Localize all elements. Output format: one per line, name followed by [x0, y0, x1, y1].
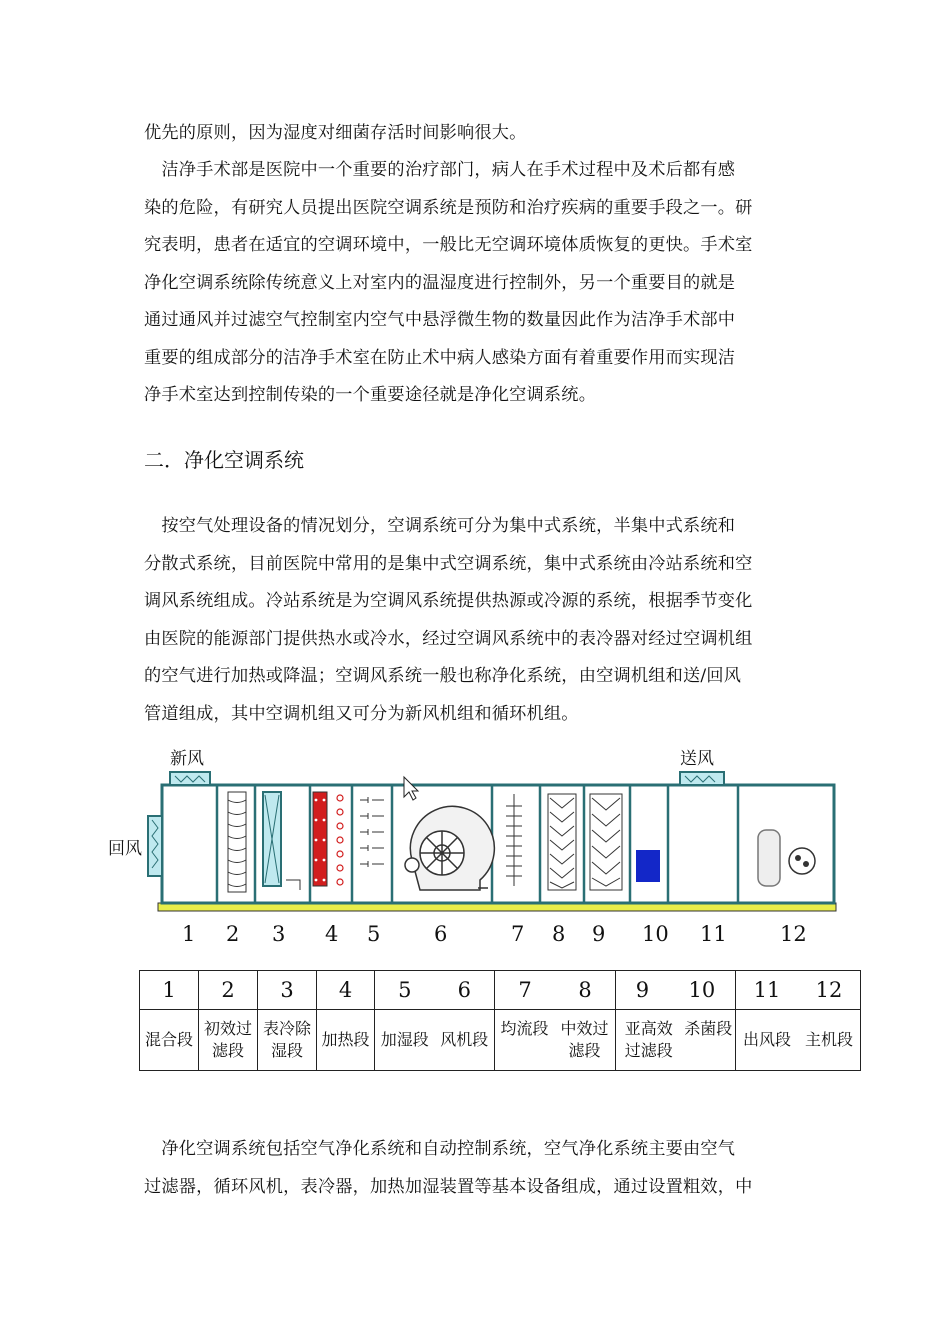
table-cell: 初效过滤段 [199, 1010, 258, 1071]
table-cell: 均流段 中效过滤段 [495, 1010, 616, 1071]
table-cell: 4 [317, 971, 375, 1010]
section-number: 10 [642, 922, 669, 946]
section-number: 4 [325, 922, 339, 946]
text-line: 染的危险，有研究人员提出医院空调系统是预防和治疗疾病的重要手段之一。研 [144, 197, 753, 218]
return-air-inlet [148, 816, 162, 876]
table-cell: 亚高效过滤段 杀菌段 [616, 1010, 736, 1071]
section-number: 1 [182, 922, 196, 946]
table-cell: 混合段 [140, 1010, 199, 1071]
section-heading: 二．净化空调系统 [144, 448, 304, 472]
table-cell: 11 12 [736, 971, 861, 1010]
table-cell: 加热段 [317, 1010, 375, 1071]
text-line: 优先的原则，因为湿度对细菌存活时间影响很大。 [144, 123, 527, 143]
text-line: 过滤器，循环风机，表冷器，加热加湿装置等基本设备组成，通过设置粗效，中 [144, 1176, 753, 1197]
section-number: 6 [434, 922, 448, 946]
text-line: 管道组成，其中空调机组又可分为新风机组和循环机组。 [144, 703, 579, 724]
table-row [140, 1010, 861, 1071]
supply-air-outlet [680, 772, 724, 785]
section-number: 3 [272, 922, 286, 946]
paragraph-system [144, 508, 810, 733]
table-cell: 表冷除湿段 [258, 1010, 317, 1071]
table-cell: 7 8 [495, 971, 616, 1010]
segment-table [139, 970, 861, 1071]
paragraph-top [144, 115, 810, 153]
table-cell: 2 [199, 971, 258, 1010]
text-line: 通过通风并过滤空气控制室内空气中悬浮微生物的数量因此作为洁净手术部中 [144, 310, 736, 330]
return-air-label: 回风 [108, 839, 142, 859]
table-row [140, 971, 861, 1010]
text-line: 究表明，患者在适宜的空调环境中，一般比无空调环境体质恢复的更快。手术室 [144, 235, 753, 255]
text-line: 按空气处理设备的情况划分，空调系统可分为集中式系统，半集中式系统和 [144, 516, 736, 536]
section-number: 11 [700, 922, 727, 946]
section-number: 5 [367, 922, 381, 946]
table-cell: 加湿段 风机段 [375, 1010, 495, 1071]
text-line: 洁净手术部是医院中一个重要的治疗部门，病人在手术过程中及术后都有感 [144, 160, 736, 180]
supply-air-label: 送风 [680, 749, 714, 769]
section-number: 9 [592, 922, 606, 946]
text-line: 调风系统组成。冷站系统是为空调风系统提供热源或冷源的系统，根据季节变化 [144, 591, 753, 611]
table-cell: 5 6 [375, 971, 495, 1010]
section-number: 7 [511, 922, 525, 946]
ahu-drawing [100, 740, 860, 960]
text-line: 净手术室达到控制传染的一个重要途径就是净化空调系统。 [144, 385, 597, 405]
table-cell: 1 [140, 971, 199, 1010]
text-line: 重要的组成部分的洁净手术室在防止术中病人感染方面有着重要作用而实现洁 [144, 347, 736, 368]
text-line: 净化空调系统除传统意义上对室内的温湿度进行控制外，另一个重要目的就是 [144, 272, 736, 293]
section-number: 2 [226, 922, 240, 946]
table-cell: 3 [258, 971, 317, 1010]
section-number: 12 [780, 922, 807, 946]
table-cell: 出风段 主机段 [736, 1010, 861, 1071]
sterilizer-lamp [636, 850, 660, 882]
text-line: 的空气进行加热或降温；空调风系统一般也称净化系统，由空调机组和送/回风 [144, 666, 742, 686]
section-number: 8 [552, 922, 566, 946]
text-line: 净化空调系统包括空气净化系统和自动控制系统，空气净化系统主要由空气 [144, 1139, 736, 1159]
text-line: 由医院的能源部门提供热水或冷水，经过空调风系统中的表冷器对经过空调机组 [144, 628, 753, 649]
ahu-diagram [100, 740, 860, 960]
paragraph-bottom [144, 1131, 810, 1206]
text-line: 分散式系统，目前医院中常用的是集中式空调系统，集中式系统由冷站系统和空 [144, 553, 753, 574]
fresh-air-label: 新风 [170, 749, 204, 769]
paragraph-operating-room [144, 152, 810, 415]
table-cell: 9 10 [616, 971, 736, 1010]
